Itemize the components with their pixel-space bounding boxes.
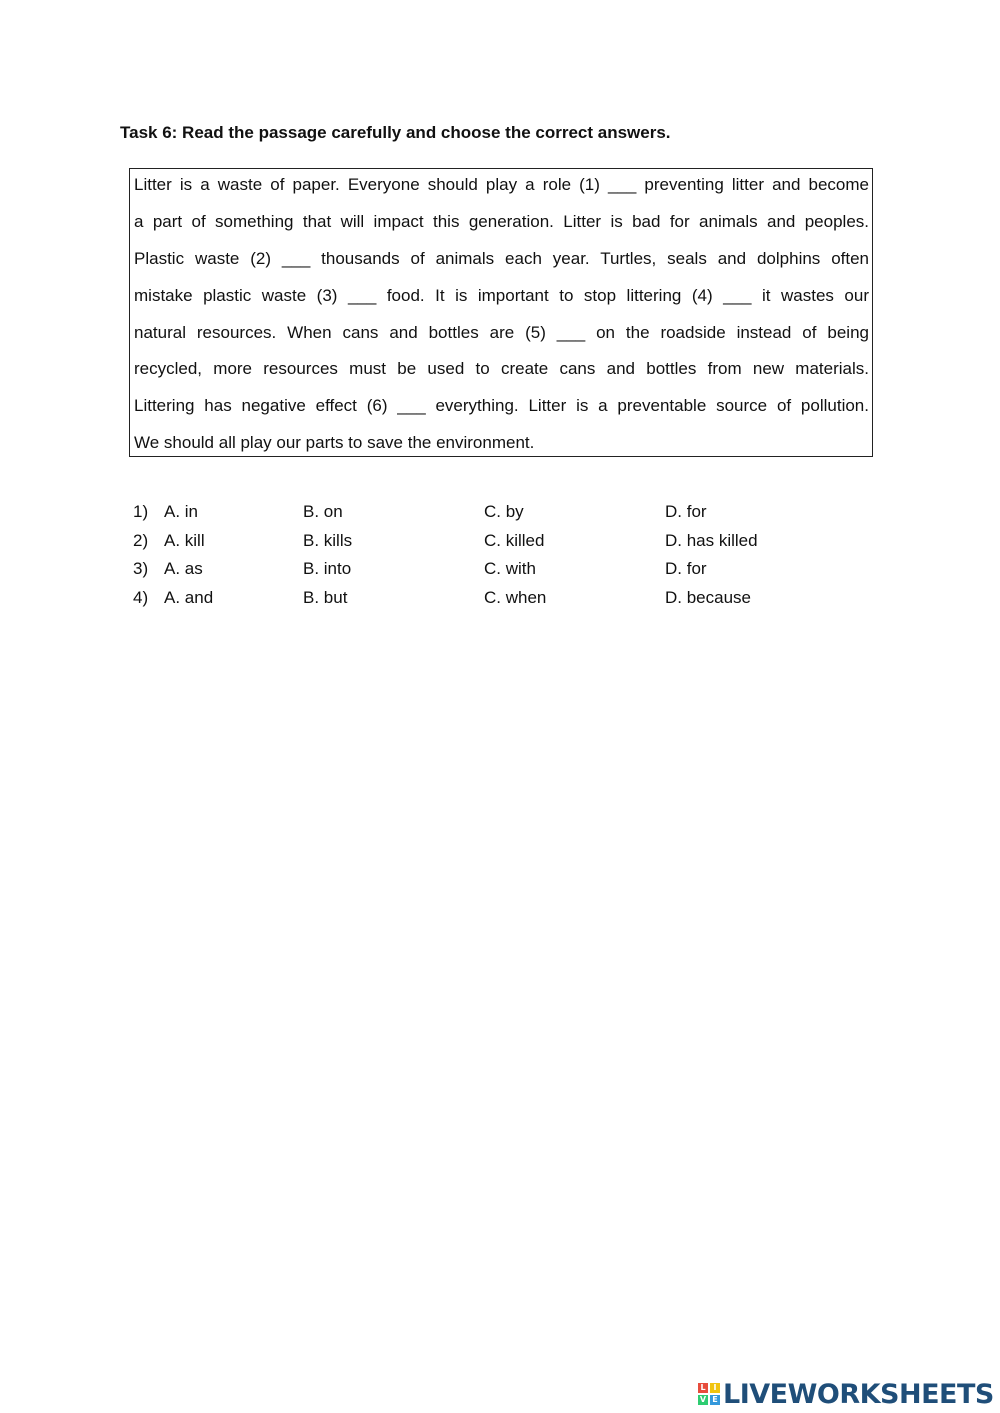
option-d: D. for <box>665 502 707 521</box>
question-row-4 <box>133 584 833 613</box>
option-d: D. for <box>665 559 707 578</box>
option-a: A. and <box>164 587 214 607</box>
question-number: 2) <box>133 530 149 550</box>
option-c: C. killed <box>484 530 545 550</box>
passage-line: Litter is a waste of paper. Everyone should play a role (1) ___ preventing litter and become <box>134 175 869 194</box>
option-b: B. into <box>303 559 352 578</box>
logo-icon-tile: E <box>710 1395 720 1405</box>
task-title: Task 6: Read the passage carefully and choose the correct answers. <box>120 123 671 142</box>
option-d: D. has killed <box>665 530 758 550</box>
question-list <box>133 498 833 612</box>
option-a: A. as <box>164 559 203 578</box>
logo-icon-tile: V <box>699 1395 707 1404</box>
passage-line: natural resources. When cans and bottles are (5) ___ on the roadside instead of being <box>134 322 869 342</box>
passage-line: Plastic waste (2) ___ thousands of animals each year. Turtles, seals and dolphins often <box>134 248 869 268</box>
option-c: C. with <box>484 559 536 578</box>
liveworksheets-logo <box>698 1377 994 1411</box>
logo-text: LIVEWORKSHEETS <box>723 1378 994 1410</box>
passage-box <box>129 168 873 457</box>
logo-icon-tile: I <box>710 1383 720 1393</box>
logo-icon-tile: L <box>698 1383 708 1393</box>
question-number: 3) <box>133 559 149 578</box>
passage-line: mistake plastic waste (3) ___ food. It is important to stop littering (4) ___ it wastes our <box>134 285 869 305</box>
option-b: B. kills <box>303 530 353 550</box>
option-c: C. by <box>484 502 524 521</box>
option-d: D. because <box>665 587 751 607</box>
passage-line: Littering has negative effect (6) ___ everything. Litter is a preventable source of pollution. <box>134 396 869 416</box>
passage-line: recycled, more resources must be used to create cans and bottles from new materials. <box>134 359 869 379</box>
option-c: C. when <box>484 587 547 607</box>
question-row-3 <box>133 555 833 584</box>
liveworksheets-logo-icon <box>698 1383 720 1405</box>
option-b: B. on <box>303 502 343 521</box>
option-b: B. but <box>303 587 348 607</box>
question-number: 1) <box>133 502 149 521</box>
passage-line: We should all play our parts to save the environment. <box>134 433 535 453</box>
option-a: A. kill <box>164 530 205 550</box>
option-a: A. in <box>164 502 199 521</box>
passage-line: a part of something that will impact this generation. Litter is bad for animals and peoples. <box>134 211 869 231</box>
question-row-2 <box>133 527 833 556</box>
question-number: 4) <box>133 587 149 607</box>
question-row-1 <box>133 498 833 527</box>
